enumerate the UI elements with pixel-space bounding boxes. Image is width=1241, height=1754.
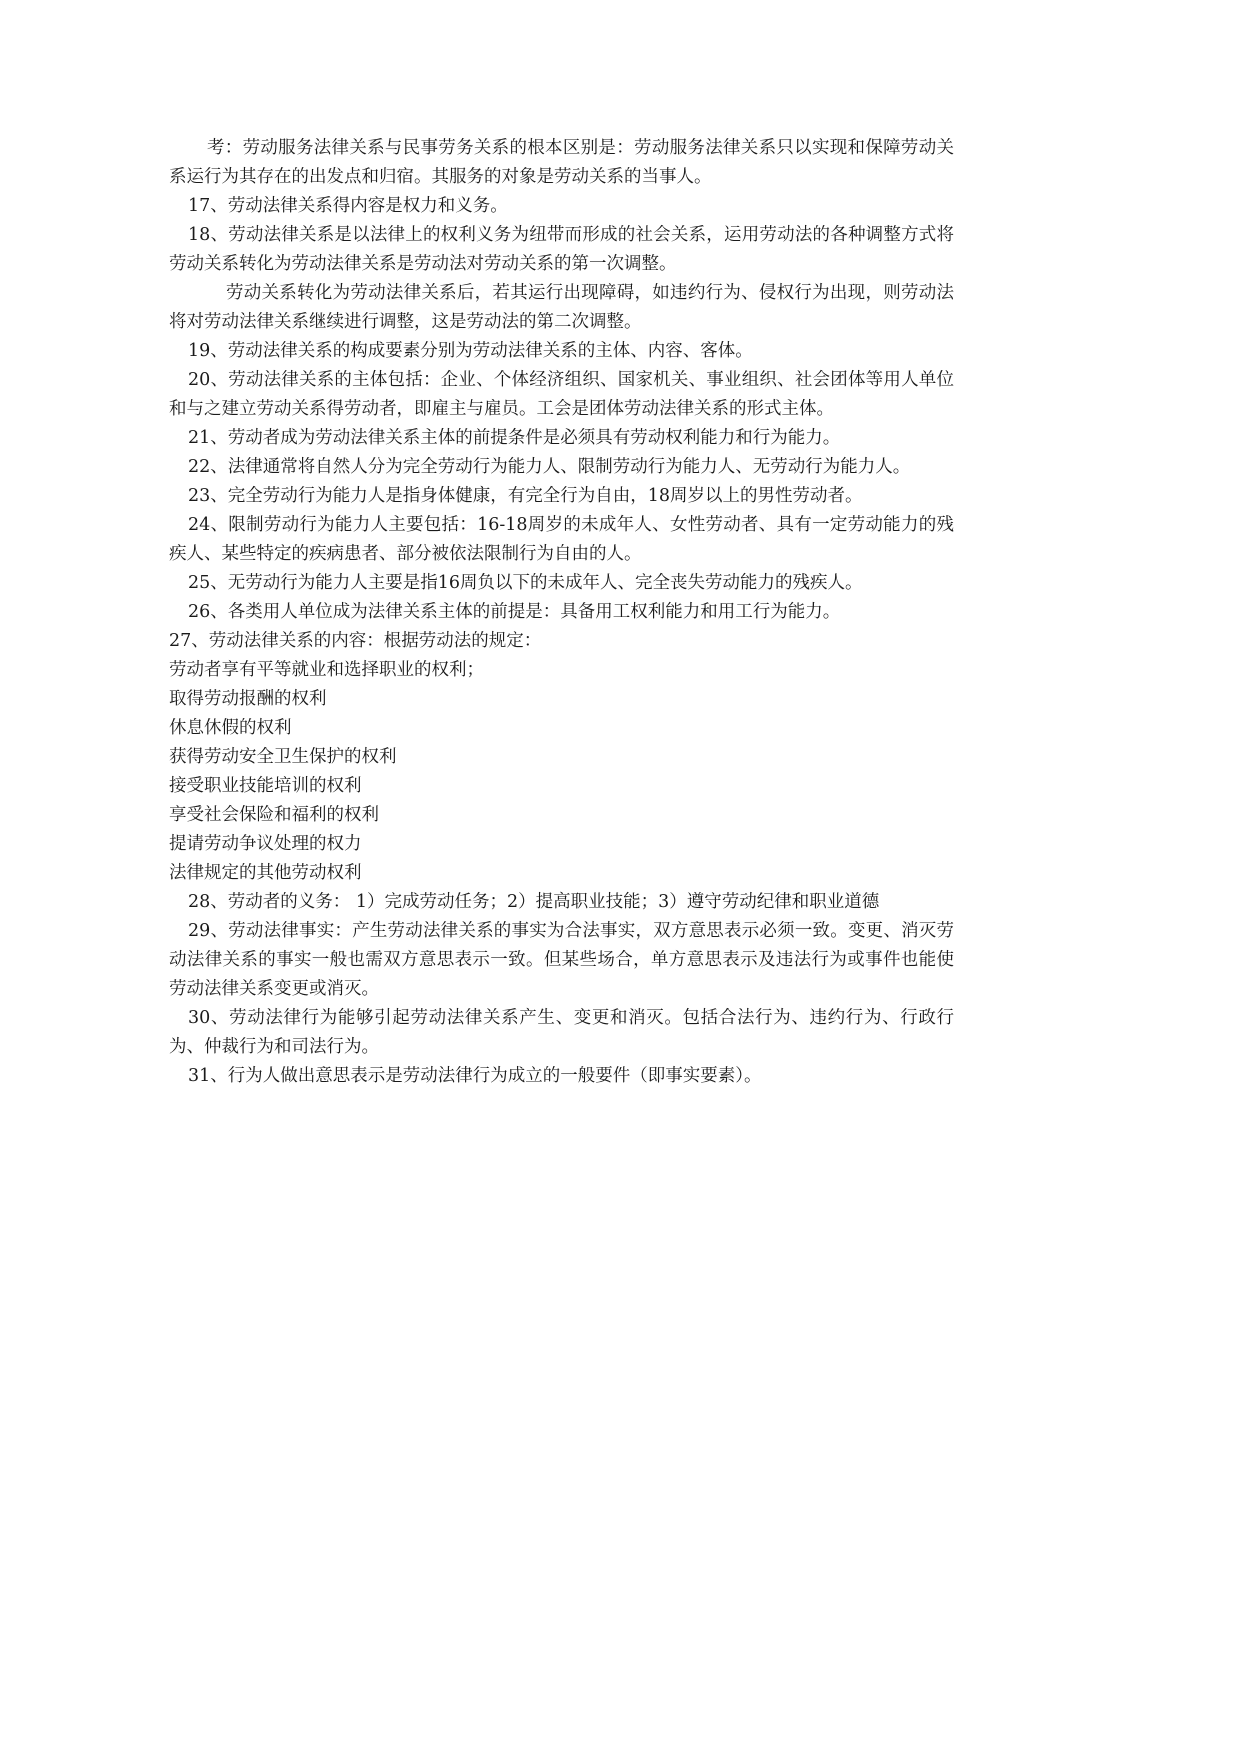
paragraph-18-continued: 劳动关系转化为劳动法律关系后，若其运行出现障碍，如违约行为、侵权行为出现，则劳动法将对劳动法律关系继续进行调整，这是劳动法的第二次调整。 <box>169 283 954 332</box>
rights-list-item: 休息休假的权利 <box>169 718 292 738</box>
paragraph-28: 28、劳动者的义务： 1）完成劳动任务；2）提高职业技能；3）遵守劳动纪律和职业道德 <box>188 892 880 912</box>
paragraph-kao: 考：劳动服务法律关系与民事劳务关系的根本区别是：劳动服务法律关系只以实现和保障劳动关系运行为其存在的出发点和归宿。其服务的对象是劳动关系的当事人。 <box>169 138 954 187</box>
paragraph-26: 26、各类用人单位成为法律关系主体的前提是：具备用工权利能力和用工行为能力。 <box>188 602 841 622</box>
document-body <box>169 134 954 1091</box>
paragraph-21: 21、劳动者成为劳动法律关系主体的前提条件是必须具有劳动权利能力和行为能力。 <box>188 428 841 448</box>
paragraph-24: 24、限制劳动行为能力人主要包括：16-18周岁的未成年人、女性劳动者、具有一定劳动能力的残疾人、某些特定的疾病患者、部分被依法限制行为自由的人。 <box>169 515 954 564</box>
rights-list-item: 享受社会保险和福利的权利 <box>169 805 379 825</box>
rights-list-item: 劳动者享有平等就业和选择职业的权利； <box>169 660 484 680</box>
rights-list-item: 获得劳动安全卫生保护的权利 <box>169 747 397 767</box>
rights-list-item: 法律规定的其他劳动权利 <box>169 863 362 883</box>
rights-list-item: 提请劳动争议处理的权力 <box>169 834 362 854</box>
paragraph-31: 31、行为人做出意思表示是劳动法律行为成立的一般要件（即事实要素）。 <box>188 1066 762 1086</box>
paragraph-29: 29、劳动法律事实：产生劳动法律关系的事实为合法事实，双方意思表示必须一致。变更、消灭劳动法律关系的事实一般也需双方意思表示一致。但某些场合，单方意思表示及违法行为或事件也能使劳动法律关系变更或消灭。 <box>169 921 954 999</box>
paragraph-25: 25、无劳动行为能力人主要是指16周负以下的未成年人、完全丧失劳动能力的残疾人。 <box>188 573 863 593</box>
paragraph-23: 23、完全劳动行为能力人是指身体健康，有完全行为自由，18周岁以上的男性劳动者。 <box>188 486 863 506</box>
paragraph-22: 22、法律通常将自然人分为完全劳动行为能力人、限制劳动行为能力人、无劳动行为能力人。 <box>188 457 911 477</box>
rights-list-item: 取得劳动报酬的权利 <box>169 689 327 709</box>
paragraph-30: 30、劳动法律行为能够引起劳动法律关系产生、变更和消灭。包括合法行为、违约行为、行政行为、仲裁行为和司法行为。 <box>169 1008 954 1057</box>
paragraph-27: 27、劳动法律关系的内容：根据劳动法的规定： <box>169 631 542 651</box>
rights-list-item: 接受职业技能培训的权利 <box>169 776 362 796</box>
paragraph-18: 18、劳动法律关系是以法律上的权利义务为纽带而形成的社会关系，运用劳动法的各种调整方式将劳动关系转化为劳动法律关系是劳动法对劳动关系的第一次调整。 <box>169 225 954 274</box>
paragraph-19: 19、劳动法律关系的构成要素分别为劳动法律关系的主体、内容、客体。 <box>188 341 753 361</box>
paragraph-17: 17、劳动法律关系得内容是权力和义务。 <box>188 196 508 216</box>
paragraph-20: 20、劳动法律关系的主体包括：企业、个体经济组织、国家机关、事业组织、社会团体等用人单位和与之建立劳动关系得劳动者，即雇主与雇员。工会是团体劳动法律关系的形式主体。 <box>169 370 954 419</box>
